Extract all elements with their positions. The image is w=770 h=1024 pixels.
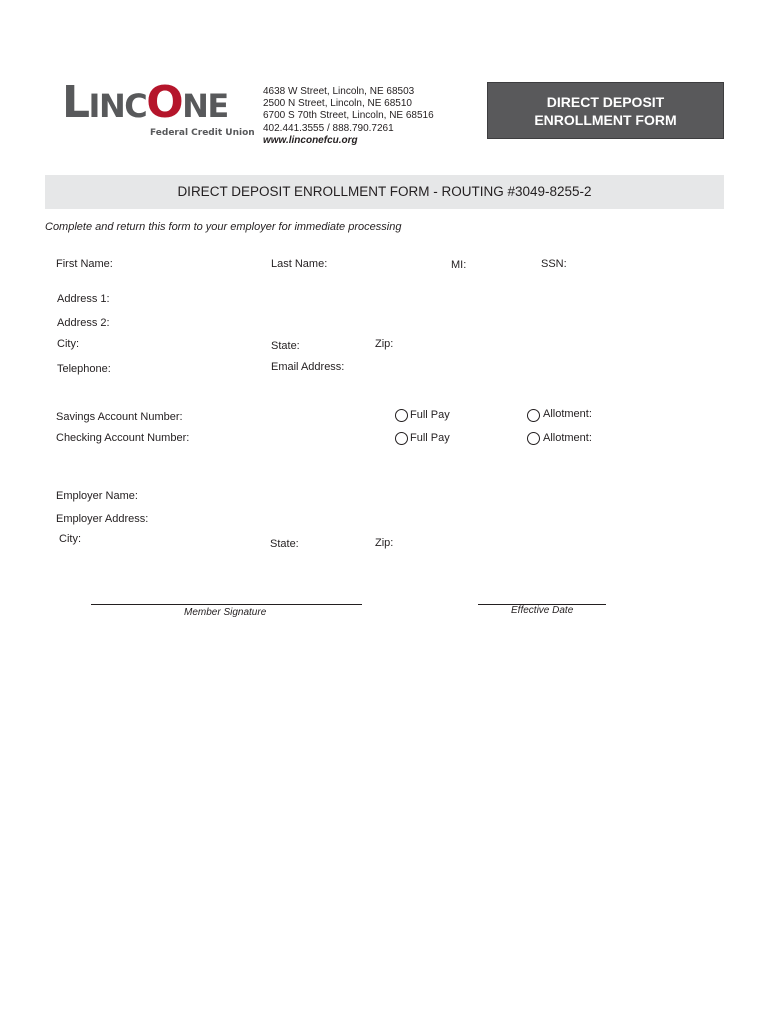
instructions-text: Complete and return this form to your employer for immediate processing <box>45 221 402 233</box>
checking-account-field[interactable]: Checking Account Number: <box>56 432 190 444</box>
employer-zip-field[interactable]: Zip: <box>375 537 394 549</box>
address-line: 2500 N Street, Lincoln, NE 68510 <box>263 98 412 110</box>
ssn-field[interactable]: SSN: <box>541 258 567 270</box>
savings-full-pay-radio[interactable] <box>395 409 408 422</box>
state-field[interactable]: State: <box>271 340 300 352</box>
logo-letters-inc: INC <box>88 87 147 125</box>
savings-allotment-radio[interactable] <box>527 409 540 422</box>
effective-date-caption: Effective Date <box>511 605 574 616</box>
first-name-field[interactable]: First Name: <box>56 258 113 270</box>
routing-banner: DIRECT DEPOSIT ENROLLMENT FORM - ROUTING #3049-8255-2 <box>45 175 724 209</box>
checking-allotment-radio[interactable] <box>527 432 540 445</box>
telephone-field[interactable]: Telephone: <box>57 363 111 375</box>
zip-field[interactable]: Zip: <box>375 338 394 350</box>
employer-city-field[interactable]: City: <box>59 533 81 545</box>
checking-full-pay-radio[interactable] <box>395 432 408 445</box>
form-title-badge <box>487 82 724 139</box>
branch-addresses <box>263 86 434 147</box>
savings-full-pay-label: Full Pay <box>410 409 450 421</box>
city-field[interactable]: City: <box>57 338 79 350</box>
badge-line-1: DIRECT DEPOSIT <box>546 94 665 110</box>
logo-subtitle: Federal Credit Union <box>150 128 255 138</box>
website-link[interactable]: www.linconefcu.org <box>263 134 358 146</box>
last-name-field[interactable]: Last Name: <box>271 258 328 270</box>
member-signature-caption: Member Signature <box>184 607 267 618</box>
phone-line: 402.441.3555 / 888.790.7261 <box>263 122 394 134</box>
middle-initial-field[interactable]: MI: <box>451 259 467 271</box>
signature-line[interactable] <box>91 604 362 605</box>
lincone-logo <box>62 77 255 144</box>
email-field[interactable]: Email Address: <box>271 361 345 373</box>
savings-allotment-field[interactable]: Allotment: <box>543 408 592 420</box>
employer-address-field[interactable]: Employer Address: <box>56 513 149 525</box>
savings-account-field[interactable]: Savings Account Number: <box>56 411 183 423</box>
address-line: 4638 W Street, Lincoln, NE 68503 <box>263 86 415 97</box>
address1-field[interactable]: Address 1: <box>57 293 110 305</box>
badge-line-2: ENROLLMENT FORM <box>534 112 677 128</box>
logo-letter-l: L <box>62 77 89 128</box>
logo-wordmark <box>62 78 228 131</box>
employer-name-field[interactable]: Employer Name: <box>56 490 138 502</box>
logo-letters-ne: NE <box>182 87 228 125</box>
employer-state-field[interactable]: State: <box>270 538 299 550</box>
checking-allotment-field[interactable]: Allotment: <box>543 432 592 444</box>
checking-full-pay-label: Full Pay <box>410 432 450 444</box>
address2-field[interactable]: Address 2: <box>57 317 110 329</box>
address-line: 6700 S 70th Street, Lincoln, NE 68516 <box>263 110 434 122</box>
logo-letter-o: O <box>146 77 183 128</box>
